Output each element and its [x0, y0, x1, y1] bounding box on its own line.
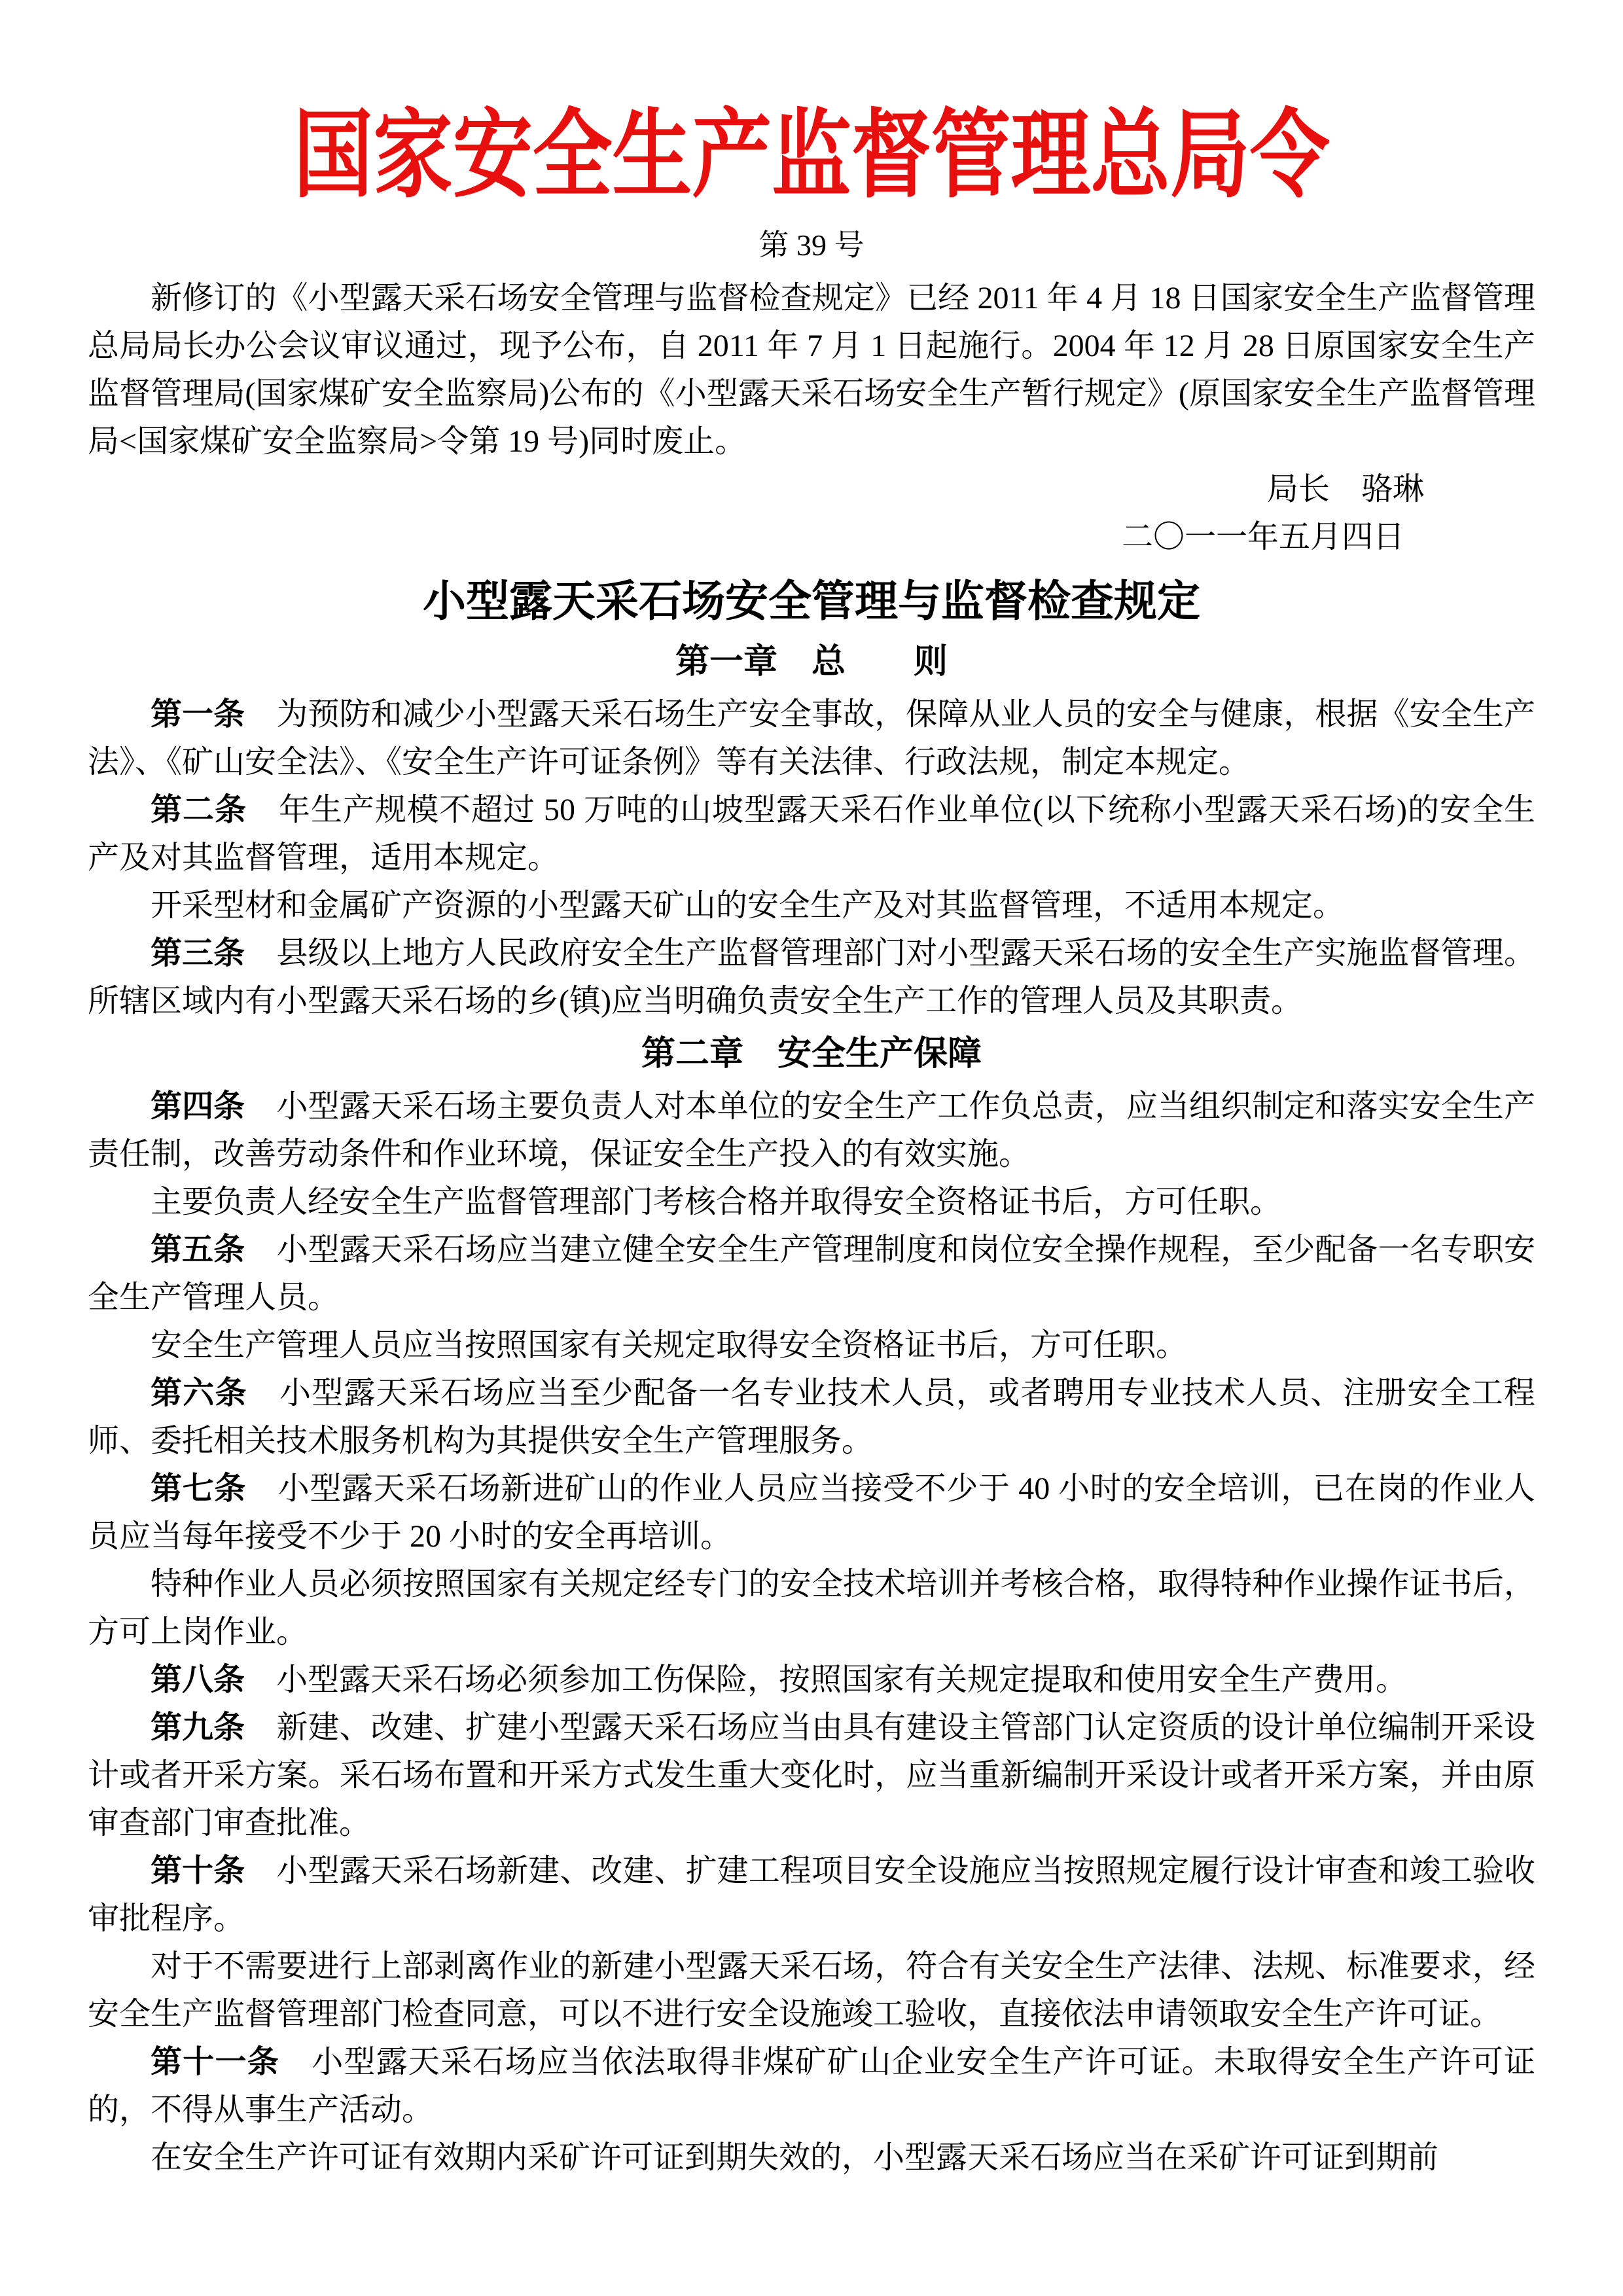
signature-date: 二〇一一年五月四日 — [1121, 520, 1404, 554]
text-block — [88, 1704, 1535, 1847]
block-text: 小型露天采石场应当建立健全安全生产管理制度和岗位安全操作规程，至少配备一名专职安全生产管理人员。 — [88, 1232, 1535, 1315]
block-text: 特种作业人员必须按照国家有关规定经专门的安全技术培训并考核合格，取得特种作业操作证书后，方可上岗作业。 — [88, 1567, 1535, 1649]
preamble-paragraph: 新修订的《小型露天采石场安全管理与监督检查规定》已经 2011 年 4 月 18 日国家安全生产监督管理总局局长办公会议审议通过，现予公布，自 2011 年 7 月 1 日起施行。2004 年 12 月 28 日原国家安全生产监督管理局(国家煤矿安全监察局)公布的《小型露天采石场安全生产暂行规定》(原国家安全生产监督管理局<国家煤矿安全监察局>令第 19 号)同时废止。 — [88, 281, 1535, 459]
text-block — [88, 1226, 1535, 1321]
text-block — [88, 1560, 1535, 1656]
article-number: 第十一条 — [151, 2045, 279, 2079]
block-text: 小型露天采石场主要负责人对本单位的安全生产工作负总责，应当组织制定和落实安全生产责任制，改善劳动条件和作业环境，保证安全生产投入的有效实施。 — [88, 1089, 1535, 1172]
text-block — [88, 2134, 1535, 2181]
article-number: 第三条 — [151, 936, 245, 971]
text-block — [88, 1178, 1535, 1226]
article-number: 第四条 — [151, 1089, 245, 1124]
block-text: 小型露天采石场应当依法取得非煤矿矿山企业安全生产许可证。未取得安全生产许可证的，不得从事生产活动。 — [88, 2045, 1535, 2127]
article-number: 第二条 — [151, 793, 247, 827]
article-number: 第九条 — [151, 1710, 245, 1745]
signature-name: 局长 骆琳 — [1266, 472, 1424, 507]
article-number: 第七条 — [151, 1471, 246, 1506]
block-text: 开采型材和金属矿产资源的小型露天矿山的安全生产及对其监督管理，不适用本规定。 — [151, 888, 1345, 923]
text-block — [88, 691, 1535, 786]
block-text: 年生产规模不超过 50 万吨的山坡型露天采石作业单位(以下统称小型露天采石场)的安全生产及对其监督管理，适用本规定。 — [88, 793, 1535, 875]
text-block — [88, 1321, 1535, 1369]
article-number: 第五条 — [151, 1232, 245, 1267]
order-number: 第 39 号 — [758, 228, 865, 262]
text-block — [88, 1028, 1535, 1080]
block-text: 小型露天采石场新建、改建、扩建工程项目安全设施应当按照规定履行设计审查和竣工验收审批程序。 — [88, 1854, 1535, 1936]
block-text: 第二章 安全生产保障 — [641, 1035, 982, 1073]
block-text: 小型露天采石场应当至少配备一名专业技术人员，或者聘用专业技术人员、注册安全工程师、委托相关技术服务机构为其提供安全生产管理服务。 — [88, 1376, 1535, 1458]
article-number: 第一条 — [151, 697, 245, 732]
article-number: 第六条 — [151, 1376, 247, 1410]
block-text: 新建、改建、扩建小型露天采石场应当由具有建设主管部门认定资质的设计单位编制开采设计或者开采方案。采石场布置和开采方式发生重大变化时，应当重新编制开采设计或者开采方案，并由原审查部门审查批准。 — [88, 1710, 1535, 1840]
text-block — [88, 929, 1535, 1025]
text-block — [88, 1943, 1535, 2038]
regulation-title: 小型露天采石场安全管理与监督检查规定 — [423, 577, 1200, 625]
block-text: 主要负责人经安全生产监督管理部门考核合格并取得安全资格证书后，方可任职。 — [151, 1185, 1282, 1219]
text-block — [88, 882, 1535, 929]
article-number: 第八条 — [151, 1662, 245, 1697]
block-text: 对于不需要进行上部剥离作业的新建小型露天采石场，符合有关安全生产法律、法规、标准要求，经安全生产监督管理部门检查同意，可以不进行安全设施竣工验收，直接依法申请领取安全生产许可证。 — [88, 1949, 1535, 2032]
block-text: 为预防和减少小型露天采石场生产安全事故，保障从业人员的安全与健康，根据《安全生产法》、《矿山安全法》、《安全生产许可证条例》等有关法律、行政法规，制定本规定。 — [88, 697, 1535, 780]
block-text: 小型露天采石场必须参加工伤保险，按照国家有关规定提取和使用安全生产费用。 — [245, 1662, 1408, 1697]
text-block — [88, 1656, 1535, 1704]
block-text: 安全生产管理人员应当按照国家有关规定取得安全资格证书后，方可任职。 — [151, 1328, 1188, 1363]
text-block — [88, 636, 1535, 688]
text-block — [88, 1083, 1535, 1178]
block-text: 第一章 总 则 — [675, 643, 948, 681]
block-text: 在安全生产许可证有效期内采矿许可证到期失效的，小型露天采石场应当在采矿许可证到期前 — [151, 2140, 1439, 2175]
text-block — [88, 786, 1535, 882]
document-content — [0, 103, 1623, 2181]
agency-order-title: 国家安全生产监督管理总局令 — [293, 103, 1330, 209]
regulation-body — [88, 636, 1535, 2181]
text-block — [88, 1369, 1535, 1465]
block-text: 县级以上地方人民政府安全生产监督管理部门对小型露天采石场的安全生产实施监督管理。所辖区域内有小型露天采石场的乡(镇)应当明确负责安全生产工作的管理人员及其职责。 — [88, 936, 1535, 1018]
text-block — [88, 1465, 1535, 1560]
text-block — [88, 2038, 1535, 2134]
text-block — [88, 1847, 1535, 1943]
block-text: 小型露天采石场新进矿山的作业人员应当接受不少于 40 小时的安全培训，已在岗的作业人员应当每年接受不少于 20 小时的安全再培训。 — [88, 1471, 1535, 1554]
article-number: 第十条 — [151, 1854, 245, 1888]
